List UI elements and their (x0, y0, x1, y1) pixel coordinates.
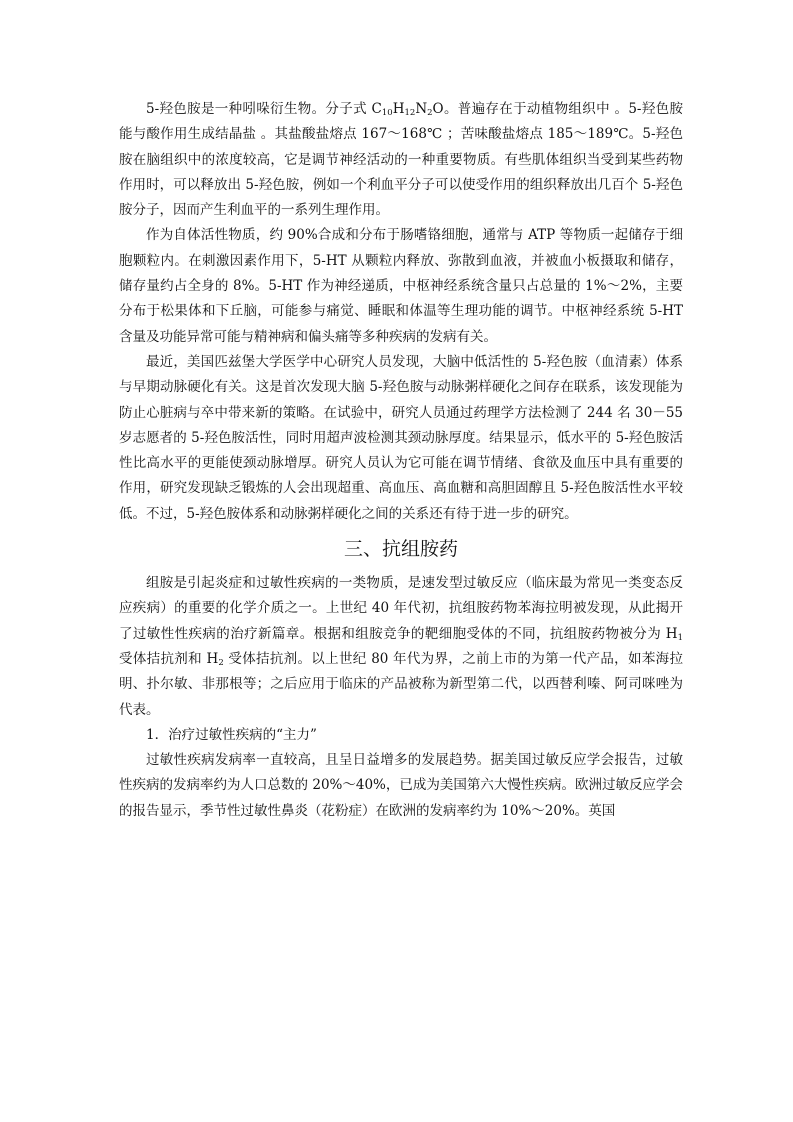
paragraph-serotonin-definition: 5-羟色胺是一种吲哚衍生物。分子式 $C_{10}H_{12}N_2O$。普遍存在于动植物组织中 。5-羟色胺能与酸作用生成结晶盐 。其盐酸盐熔点 167～168℃ ；苦味酸盐熔点 185～189℃。5-羟色胺在脑组织中的浓度较高，它是调节神经活动的一种重要物质。有些肌体组织当受到某些药物作用时，可以释放出 5-羟色胺，例如一个利血平分子可以使受作用的组织释放出几百个 5-羟色胺分子，因而产生利血平的一系列生理作用。 (119, 101, 683, 219)
paragraph-allergy-incidence: 过敏性疾病发病率一直较高，且呈日益增多的发展趋势。据美国过敏反应学会报告，过敏性疾病的发病率约为人口总数的 20%～40%，已成为美国第六大慢性疾病。欧洲过敏反应学会的报告显示，季节性过敏性鼻炎（花粉症）在欧洲的发病率约为 10%～20%。英国 (119, 752, 683, 819)
paragraph-autacoid: 作为自体活性物质，约 90%合成和分布于肠嗜铬细胞，通常与 ATP 等物质一起储存于细胞颗粒内。在刺激因素作用下，5-HT 从颗粒内释放、弥散到血液，并被血小板摄取和储存，储存量约占全身的 8%。5-HT 作为神经递质，中枢神经系统含量只占总量的 1%～2%，主要分布于松果体和下丘脑，可能参与痛觉、睡眠和体温等生理功能的调节。中枢神经系统 5-HT 含量及功能异常可能与精神病和偏头痛等多种疾病的发病有关。 (119, 227, 683, 345)
subheading-main-force: 1．治疗过敏性疾病的“主力” (146, 726, 317, 743)
section-title-antihistamines: 三、抗组胺药 (343, 538, 458, 561)
paragraph-histamine-intro: 组胺是引起炎症和过敏性疾病的一类物质，是速发型过敏反应（临床最为常见一类变态反应疾病）的重要的化学介质之一。上世纪 40 年代初，抗组胺药物苯海拉明被发现，从此揭开了过敏性性疾病的治疗新篇章。根据和组胺竞争的靶细胞受体的不同，抗组胺药物被分为 $H_1$ 受体拮抗剂和 $H_2$ 受体拮抗剂。以上世纪 80 年代为界，之前上市的为第一代产品，如苯海拉明、扑尔敏、非那根等；之后应用于临床的产品被称为新型第二代，以西替利嗪、阿司咪唑为代表。 (119, 575, 683, 718)
document-body (119, 97, 683, 824)
paragraph-pittsburgh-study: 最近，美国匹兹堡大学医学中心研究人员发现，大脑中低活性的 5-羟色胺（血清素）体系与早期动脉硬化有关。这是首次发现大脑 5-羟色胺与动脉粥样硬化之间存在联系，该发现能为防止心脏病与卒中带来新的策略。在试验中，研究人员通过药理学方法检测了 244 名 30－55 岁志愿者的 5-羟色胺活性，同时用超声波检测其颈动脉厚度。结果显示，低水平的 5-羟色胺活性比高水平的更能使颈动脉增厚。研究人员认为它可能在调节情绪、食欲及血压中具有重要的作用，研究发现缺乏锻炼的人会出现超重、高血压、高血糖和高胆固醇且 5-羟色胺活性水平较低。不过，5-羟色胺体系和动脉粥样硬化之间的关系还有待于进一步的研究。 (119, 353, 683, 522)
